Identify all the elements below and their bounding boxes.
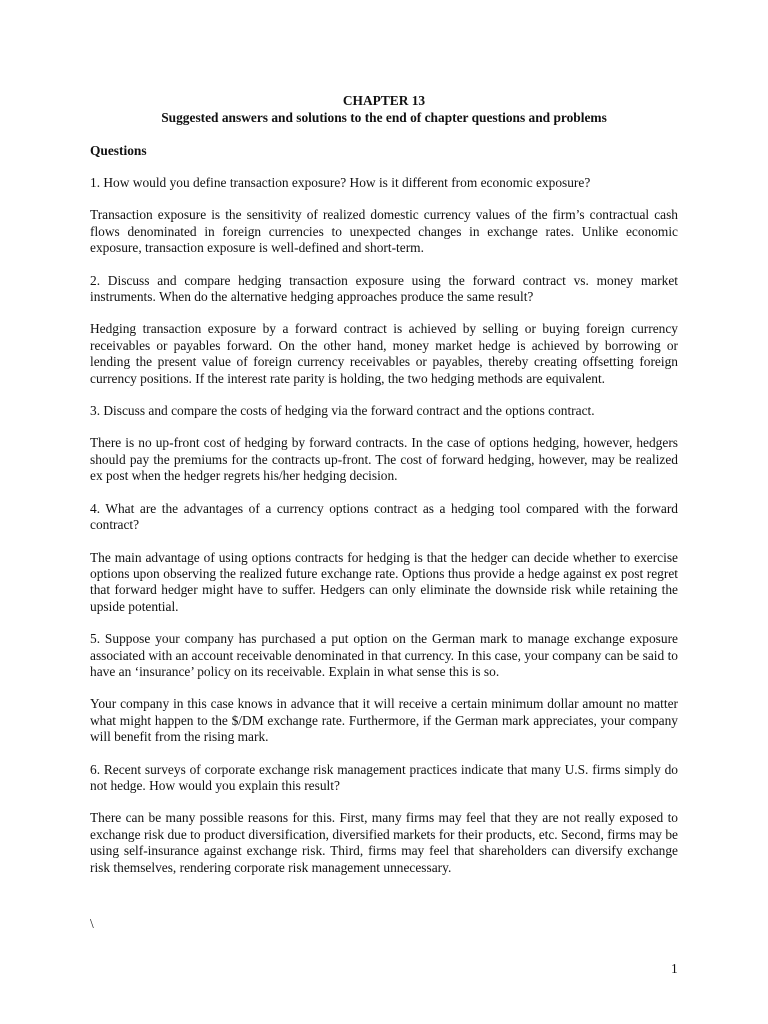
question-4: 4. What are the advantages of a currency options contract as a hedging tool compared with the forward contract? [90, 500, 678, 533]
answer-1: Transaction exposure is the sensitivity of realized domestic currency values of the firm’s contractual cash flows denominated in foreign currencies to unexpected changes in exchange rates. Unlike economic exposure, transaction exposure is well-defined and short-term. [90, 207, 678, 256]
question-6: 6. Recent surveys of corporate exchange risk management practices indicate that many U.S. firms simply do not hedge. How would you explain this result? [90, 761, 678, 793]
question-1: 1. How would you define transaction exposure? How is it different from economic exposure? [90, 175, 591, 190]
answer-4: The main advantage of using options contracts for hedging is that the hedger can decide whether to exercise options upon observing the realized future exchange rate. Options thus provide a hedge against ex post regret that forward hedger might have to suffer. Hedgers can only eliminate the downside risk while retaining the upside potential. [90, 549, 678, 614]
chapter-subtitle: Suggested answers and solutions to the end of chapter questions and problems [161, 110, 607, 125]
page-number: 1 [671, 961, 678, 976]
answer-3: There is no up-front cost of hedging by forward contracts. In the case of options hedging, however, hedgers should pay the premiums for the contracts up-front. The cost of forward hedging, however, may be realized ex post when the hedger regrets his/her hedging decision. [90, 435, 678, 484]
section-heading-questions: Questions [90, 143, 147, 158]
question-3: 3. Discuss and compare the costs of hedging via the forward contract and the options contract. [90, 403, 595, 419]
stray-backslash-mark: \ [90, 916, 94, 931]
question-5: 5. Suppose your company has purchased a put option on the German mark to manage exchange exposure associated with an account receivable denominated in that currency. In this case, your company can be said to have an ‘insurance’ policy on its receivable. Explain in what sense this is so. [90, 631, 678, 679]
questions-and-answers [90, 175, 678, 892]
answer-5: Your company in this case knows in advance that it will receive a certain minimum dollar amount no matter what might happen to the $/DM exchange rate. Furthermore, if the German mark appreciates, your company will benefit from the rising mark. [90, 696, 678, 745]
chapter-title: CHAPTER 13 [342, 93, 426, 108]
question-2: 2. Discuss and compare hedging transaction exposure using the forward contract vs. money market instruments. When do the alternative hedging approaches produce the same result? [90, 272, 678, 305]
answer-6: There can be many possible reasons for this. First, many firms may feel that they are not really exposed to exchange risk due to product diversification, diversified markets for their products, etc. Second, firms may be using self-insurance against exchange risk. Third, firms may feel that shareholders can diversify exchange risk themselves, rendering corporate risk management unnecessary. [90, 810, 678, 875]
answer-2: Hedging transaction exposure by a forward contract is achieved by selling or buying foreign currency receivables or payables forward. On the other hand, money market hedge is achieved by borrowing or lending the present value of foreign currency receivables or payables, thereby creating offsetting foreign currency positions. If the interest rate parity is holding, the two hedging methods are equivalent. [90, 321, 678, 386]
